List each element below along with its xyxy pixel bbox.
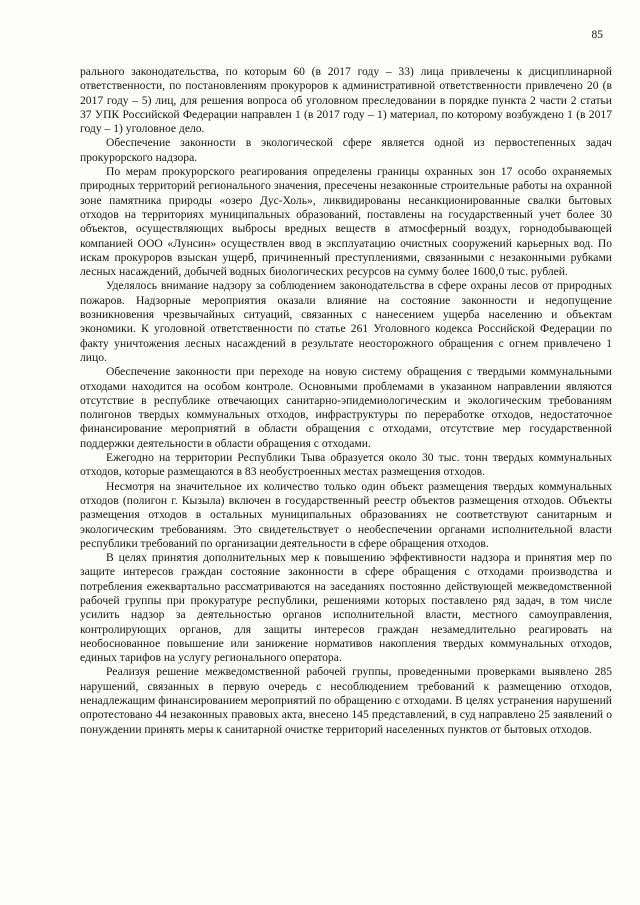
paragraph-waste-registry: Несмотря на значительное их количество только один объект размещения твердых коммунальных отходов (полигон г. Кызыла) включен в государственный реестр объектов размещения отходов. Объекты размещения отходов в остальных муниципальных образованиях не соответствуют санитарным и экологическим требованиям. Это свидетельствует о необеспечении органами исполнительной власти республики требований по организации деятельности в сфере обращения отходов.: [80, 479, 612, 550]
document-body: [80, 65, 612, 737]
page-number: 85: [591, 29, 603, 41]
paragraph-forest-fires: Уделялось внимание надзору за соблюдением законодательства в сфере охраны лесов от природных пожаров. Надзорные мероприятия оказали влияние на состояние законности и недопущение возникновения чрезвычайных ситуаций, связанных с нанесением ущерба населению и объектам экономики. К уголовной ответственности по статье 261 Уголовного кодекса Российской Федерации по факту уничтожения лесных насаждений в результате неосторожного обращения с огнем привлечено 1 лицо.: [80, 279, 612, 364]
paragraph-ecology-priority: Обеспечение законности в экологической сфере является одной из первостепенных задач прокурорского надзора.: [80, 136, 612, 164]
paragraph-protected-zones: По мерам прокурорского реагирования определены границы охранных зон 17 особо охраняемых природных территорий регионального значения, пресечены незаконные строительные работы на охранной зоне памятника природы «озеро Дус-Холь», ликвидированы несанкционированные свалки бытовых отходов на территориях муниципальных образований, поставлены на государственный учет более 30 объектов, осуществляющих выбросы вредных веществ в атмосферный воздух, горнодобывающей компанией ООО «Лунсин» осуществлен ввод в эксплуатацию очистных сооружений карьерных вод. По искам прокуроров взыскан ущерб, причиненный преступлениями, связанными с незаконными рубками лесных насаждений, добычей водных биологических ресурсов на сумму более 1600,0 тыс. рублей.: [80, 165, 612, 279]
paragraph-continuation-disciplinary: рального законодательства, по которым 60 (в 2017 году – 33) лица привлечены к дисциплинарной ответственности, по постановлениям прокуроров к административной ответственности привлечено 20 (в 2017 году – 5) лиц, для решения вопроса об уголовном преследовании в порядке пункта 2 части 2 статьи 37 УПК Российской Федерации направлен 1 (в 2017 году – 1) материал, по которому возбуждено 1 (в 2017 году – 1) уголовное дело.: [80, 65, 612, 136]
paragraph-inspection-results: Реализуя решение межведомственной рабочей группы, проведенными проверками выявлено 285 нарушений, связанных в первую очередь с несоблюдением требований к размещению отходов, ненадлежащим финансированием мероприятий по обращению с отходами. В целях устранения нарушений опротестовано 44 незаконных правовых акта, внесено 145 представлений, в суд направлено 25 заявлений о понуждении принять меры к санитарной очистке территорий населенных пунктов от бытовых отходов.: [80, 665, 612, 736]
paragraph-working-group: В целях принятия дополнительных мер к повышению эффективности надзора и принятия мер по защите интересов граждан состояние законности в сфере обращения с отходами производства и потребления ежеквартально рассматриваются на заседаниях постоянно действующей межведомственной рабочей группы при прокуратуре республики, решениями которых поставлено ряд задач, в том числе усилить надзор за деятельностью органов исполнительной власти, местного самоуправления, контролирующих органов, для защиты интересов граждан незамедлительно реагировать на необоснованное повышение или занижение нормативов накопления твердых коммунальных отходов, единых тарифов на услугу регионального оператора.: [80, 551, 612, 665]
paragraph-waste-volume: Ежегодно на территории Республики Тыва образуется около 30 тыс. тонн твердых коммунальных отходов, которые размещаются в 83 необустроенных местах размещения отходов.: [80, 451, 612, 479]
paragraph-waste-system: Обеспечение законности при переходе на новую систему обращения с твердыми коммунальными отходами находится на особом контроле. Основными проблемами в указанном направлении являются отсутствие в республике отвечающих санитарно-эпидемиологическим и экологическим требованиям полигонов твердых коммунальных отходов, инфраструктуры по переработке отходов, недостаточное финансирование мероприятий в области обращения с отходами, отсутствие мер государственной поддержки деятельности в области обращения с отходами.: [80, 365, 612, 450]
